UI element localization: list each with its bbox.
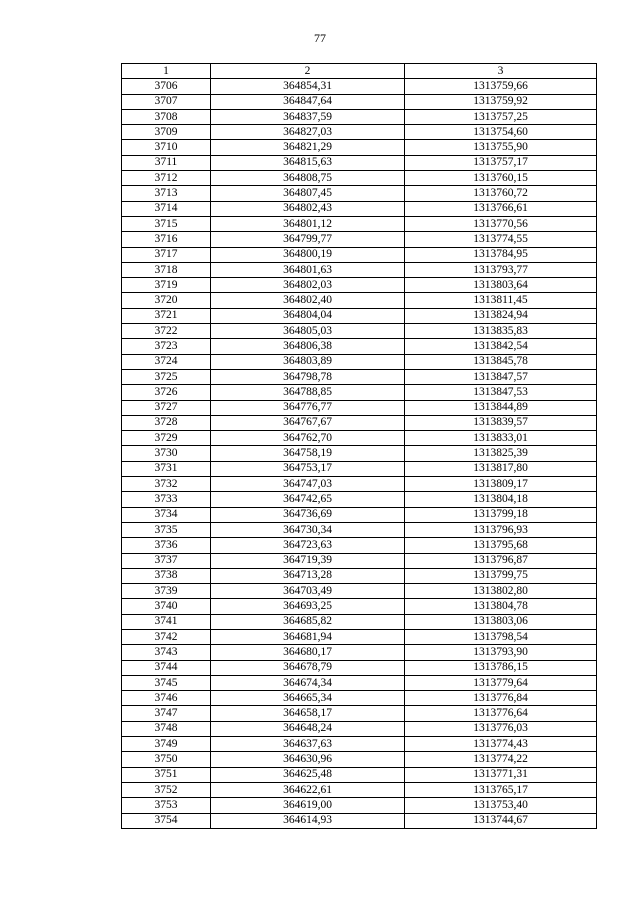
- x-coordinate-cell: 364648,24: [211, 721, 405, 736]
- x-coordinate-cell: 364788,85: [211, 385, 405, 400]
- point-number-cell: 3751: [122, 767, 211, 782]
- x-coordinate-cell: 364730,34: [211, 522, 405, 537]
- table-row: [122, 629, 597, 644]
- table-row: [122, 400, 597, 415]
- y-coordinate-cell: 1313799,75: [405, 568, 597, 583]
- point-number-cell: 3720: [122, 293, 211, 308]
- point-number-cell: 3721: [122, 308, 211, 323]
- x-coordinate-cell: 364799,77: [211, 232, 405, 247]
- y-coordinate-cell: 1313760,15: [405, 171, 597, 186]
- point-number-cell: 3730: [122, 446, 211, 461]
- x-coordinate-cell: 364802,43: [211, 201, 405, 216]
- point-number-cell: 3707: [122, 94, 211, 109]
- point-number-cell: 3709: [122, 125, 211, 140]
- table-body: [122, 79, 597, 829]
- x-coordinate-cell: 364762,70: [211, 431, 405, 446]
- x-coordinate-cell: 364827,03: [211, 125, 405, 140]
- point-number-cell: 3752: [122, 782, 211, 797]
- x-coordinate-cell: 364802,40: [211, 293, 405, 308]
- x-coordinate-cell: 364736,69: [211, 507, 405, 522]
- table-row: [122, 385, 597, 400]
- table-row: [122, 247, 597, 262]
- point-number-cell: 3750: [122, 752, 211, 767]
- column-header: 3: [405, 64, 597, 79]
- table-row: [122, 737, 597, 752]
- page-number: 77: [314, 31, 326, 45]
- table-row: [122, 721, 597, 736]
- point-number-cell: 3706: [122, 79, 211, 94]
- x-coordinate-cell: 364658,17: [211, 706, 405, 721]
- point-number-cell: 3724: [122, 354, 211, 369]
- x-coordinate-cell: 364622,61: [211, 782, 405, 797]
- point-number-cell: 3753: [122, 798, 211, 813]
- y-coordinate-cell: 1313774,55: [405, 232, 597, 247]
- table-row: [122, 446, 597, 461]
- table-row: [122, 369, 597, 384]
- x-coordinate-cell: 364747,03: [211, 477, 405, 492]
- point-number-cell: 3713: [122, 186, 211, 201]
- table-row: [122, 125, 597, 140]
- table-row: [122, 706, 597, 721]
- x-coordinate-cell: 364719,39: [211, 553, 405, 568]
- y-coordinate-cell: 1313842,54: [405, 339, 597, 354]
- table-row: [122, 232, 597, 247]
- table-row: [122, 201, 597, 216]
- column-header: 2: [211, 64, 405, 79]
- y-coordinate-cell: 1313798,54: [405, 629, 597, 644]
- y-coordinate-cell: 1313796,87: [405, 553, 597, 568]
- table-row: [122, 492, 597, 507]
- y-coordinate-cell: 1313845,78: [405, 354, 597, 369]
- table-row: [122, 79, 597, 94]
- table-row: [122, 109, 597, 124]
- table-row: [122, 813, 597, 828]
- table-header-row: [122, 64, 597, 79]
- y-coordinate-cell: 1313786,15: [405, 660, 597, 675]
- table-row: [122, 645, 597, 660]
- table-row: [122, 798, 597, 813]
- x-coordinate-cell: 364637,63: [211, 737, 405, 752]
- y-coordinate-cell: 1313802,80: [405, 584, 597, 599]
- point-number-cell: 3746: [122, 691, 211, 706]
- point-number-cell: 3733: [122, 492, 211, 507]
- point-number-cell: 3742: [122, 629, 211, 644]
- y-coordinate-cell: 1313824,94: [405, 308, 597, 323]
- y-coordinate-cell: 1313803,64: [405, 278, 597, 293]
- point-number-cell: 3737: [122, 553, 211, 568]
- point-number-cell: 3745: [122, 675, 211, 690]
- x-coordinate-cell: 364767,67: [211, 415, 405, 430]
- point-number-cell: 3748: [122, 721, 211, 736]
- coordinates-table: [121, 63, 597, 829]
- table-row: [122, 262, 597, 277]
- table-row: [122, 155, 597, 170]
- y-coordinate-cell: 1313833,01: [405, 431, 597, 446]
- table-row: [122, 461, 597, 476]
- table-row: [122, 614, 597, 629]
- x-coordinate-cell: 364758,19: [211, 446, 405, 461]
- x-coordinate-cell: 364693,25: [211, 599, 405, 614]
- x-coordinate-cell: 364625,48: [211, 767, 405, 782]
- y-coordinate-cell: 1313803,06: [405, 614, 597, 629]
- y-coordinate-cell: 1313774,43: [405, 737, 597, 752]
- y-coordinate-cell: 1313835,83: [405, 324, 597, 339]
- table-row: [122, 599, 597, 614]
- point-number-cell: 3741: [122, 614, 211, 629]
- point-number-cell: 3732: [122, 477, 211, 492]
- x-coordinate-cell: 364713,28: [211, 568, 405, 583]
- point-number-cell: 3734: [122, 507, 211, 522]
- y-coordinate-cell: 1313784,95: [405, 247, 597, 262]
- point-number-cell: 3728: [122, 415, 211, 430]
- point-number-cell: 3749: [122, 737, 211, 752]
- table-row: [122, 477, 597, 492]
- y-coordinate-cell: 1313809,17: [405, 477, 597, 492]
- y-coordinate-cell: 1313793,77: [405, 262, 597, 277]
- x-coordinate-cell: 364821,29: [211, 140, 405, 155]
- y-coordinate-cell: 1313839,57: [405, 415, 597, 430]
- table-row: [122, 415, 597, 430]
- table-row: [122, 568, 597, 583]
- table-row: [122, 522, 597, 537]
- y-coordinate-cell: 1313766,61: [405, 201, 597, 216]
- point-number-cell: 3738: [122, 568, 211, 583]
- table-row: [122, 584, 597, 599]
- point-number-cell: 3722: [122, 324, 211, 339]
- y-coordinate-cell: 1313779,64: [405, 675, 597, 690]
- point-number-cell: 3719: [122, 278, 211, 293]
- y-coordinate-cell: 1313754,60: [405, 125, 597, 140]
- y-coordinate-cell: 1313770,56: [405, 216, 597, 231]
- point-number-cell: 3736: [122, 538, 211, 553]
- table-row: [122, 782, 597, 797]
- table-row: [122, 752, 597, 767]
- y-coordinate-cell: 1313847,53: [405, 385, 597, 400]
- y-coordinate-cell: 1313757,17: [405, 155, 597, 170]
- table-row: [122, 675, 597, 690]
- x-coordinate-cell: 364614,93: [211, 813, 405, 828]
- x-coordinate-cell: 364854,31: [211, 79, 405, 94]
- table-row: [122, 767, 597, 782]
- x-coordinate-cell: 364807,45: [211, 186, 405, 201]
- point-number-cell: 3754: [122, 813, 211, 828]
- y-coordinate-cell: 1313744,67: [405, 813, 597, 828]
- x-coordinate-cell: 364678,79: [211, 660, 405, 675]
- table-row: [122, 691, 597, 706]
- point-number-cell: 3739: [122, 584, 211, 599]
- y-coordinate-cell: 1313804,18: [405, 492, 597, 507]
- x-coordinate-cell: 364665,34: [211, 691, 405, 706]
- table-row: [122, 339, 597, 354]
- point-number-cell: 3710: [122, 140, 211, 155]
- y-coordinate-cell: 1313776,84: [405, 691, 597, 706]
- table-row: [122, 216, 597, 231]
- y-coordinate-cell: 1313817,80: [405, 461, 597, 476]
- y-coordinate-cell: 1313825,39: [405, 446, 597, 461]
- table-row: [122, 308, 597, 323]
- x-coordinate-cell: 364630,96: [211, 752, 405, 767]
- table-row: [122, 293, 597, 308]
- y-coordinate-cell: 1313753,40: [405, 798, 597, 813]
- x-coordinate-cell: 364815,63: [211, 155, 405, 170]
- x-coordinate-cell: 364800,19: [211, 247, 405, 262]
- y-coordinate-cell: 1313847,57: [405, 369, 597, 384]
- table-row: [122, 171, 597, 186]
- point-number-cell: 3740: [122, 599, 211, 614]
- point-number-cell: 3725: [122, 369, 211, 384]
- table-row: [122, 324, 597, 339]
- x-coordinate-cell: 364806,38: [211, 339, 405, 354]
- x-coordinate-cell: 364847,64: [211, 94, 405, 109]
- y-coordinate-cell: 1313811,45: [405, 293, 597, 308]
- table-row: [122, 94, 597, 109]
- y-coordinate-cell: 1313793,90: [405, 645, 597, 660]
- point-number-cell: 3729: [122, 431, 211, 446]
- y-coordinate-cell: 1313760,72: [405, 186, 597, 201]
- x-coordinate-cell: 364753,17: [211, 461, 405, 476]
- point-number-cell: 3717: [122, 247, 211, 262]
- y-coordinate-cell: 1313796,93: [405, 522, 597, 537]
- point-number-cell: 3718: [122, 262, 211, 277]
- point-number-cell: 3744: [122, 660, 211, 675]
- point-number-cell: 3727: [122, 400, 211, 415]
- point-number-cell: 3711: [122, 155, 211, 170]
- x-coordinate-cell: 364776,77: [211, 400, 405, 415]
- x-coordinate-cell: 364619,00: [211, 798, 405, 813]
- table-row: [122, 186, 597, 201]
- y-coordinate-cell: 1313765,17: [405, 782, 597, 797]
- x-coordinate-cell: 364804,04: [211, 308, 405, 323]
- table-row: [122, 660, 597, 675]
- y-coordinate-cell: 1313757,25: [405, 109, 597, 124]
- table-row: [122, 140, 597, 155]
- x-coordinate-cell: 364674,34: [211, 675, 405, 690]
- y-coordinate-cell: 1313759,66: [405, 79, 597, 94]
- y-coordinate-cell: 1313771,31: [405, 767, 597, 782]
- point-number-cell: 3723: [122, 339, 211, 354]
- y-coordinate-cell: 1313774,22: [405, 752, 597, 767]
- x-coordinate-cell: 364802,03: [211, 278, 405, 293]
- point-number-cell: 3714: [122, 201, 211, 216]
- y-coordinate-cell: 1313799,18: [405, 507, 597, 522]
- x-coordinate-cell: 364723,63: [211, 538, 405, 553]
- table-row: [122, 553, 597, 568]
- y-coordinate-cell: 1313804,78: [405, 599, 597, 614]
- x-coordinate-cell: 364681,94: [211, 629, 405, 644]
- y-coordinate-cell: 1313759,92: [405, 94, 597, 109]
- x-coordinate-cell: 364680,17: [211, 645, 405, 660]
- x-coordinate-cell: 364798,78: [211, 369, 405, 384]
- point-number-cell: 3715: [122, 216, 211, 231]
- x-coordinate-cell: 364742,65: [211, 492, 405, 507]
- point-number-cell: 3712: [122, 171, 211, 186]
- x-coordinate-cell: 364837,59: [211, 109, 405, 124]
- y-coordinate-cell: 1313795,68: [405, 538, 597, 553]
- table-row: [122, 278, 597, 293]
- x-coordinate-cell: 364685,82: [211, 614, 405, 629]
- y-coordinate-cell: 1313776,64: [405, 706, 597, 721]
- table-row: [122, 354, 597, 369]
- table-row: [122, 538, 597, 553]
- x-coordinate-cell: 364801,63: [211, 262, 405, 277]
- point-number-cell: 3747: [122, 706, 211, 721]
- y-coordinate-cell: 1313776,03: [405, 721, 597, 736]
- point-number-cell: 3731: [122, 461, 211, 476]
- point-number-cell: 3743: [122, 645, 211, 660]
- x-coordinate-cell: 364703,49: [211, 584, 405, 599]
- point-number-cell: 3735: [122, 522, 211, 537]
- y-coordinate-cell: 1313844,89: [405, 400, 597, 415]
- point-number-cell: 3726: [122, 385, 211, 400]
- x-coordinate-cell: 364803,89: [211, 354, 405, 369]
- x-coordinate-cell: 364801,12: [211, 216, 405, 231]
- table-row: [122, 507, 597, 522]
- point-number-cell: 3716: [122, 232, 211, 247]
- x-coordinate-cell: 364805,03: [211, 324, 405, 339]
- table-row: [122, 431, 597, 446]
- x-coordinate-cell: 364808,75: [211, 171, 405, 186]
- y-coordinate-cell: 1313755,90: [405, 140, 597, 155]
- column-header: 1: [122, 64, 211, 79]
- point-number-cell: 3708: [122, 109, 211, 124]
